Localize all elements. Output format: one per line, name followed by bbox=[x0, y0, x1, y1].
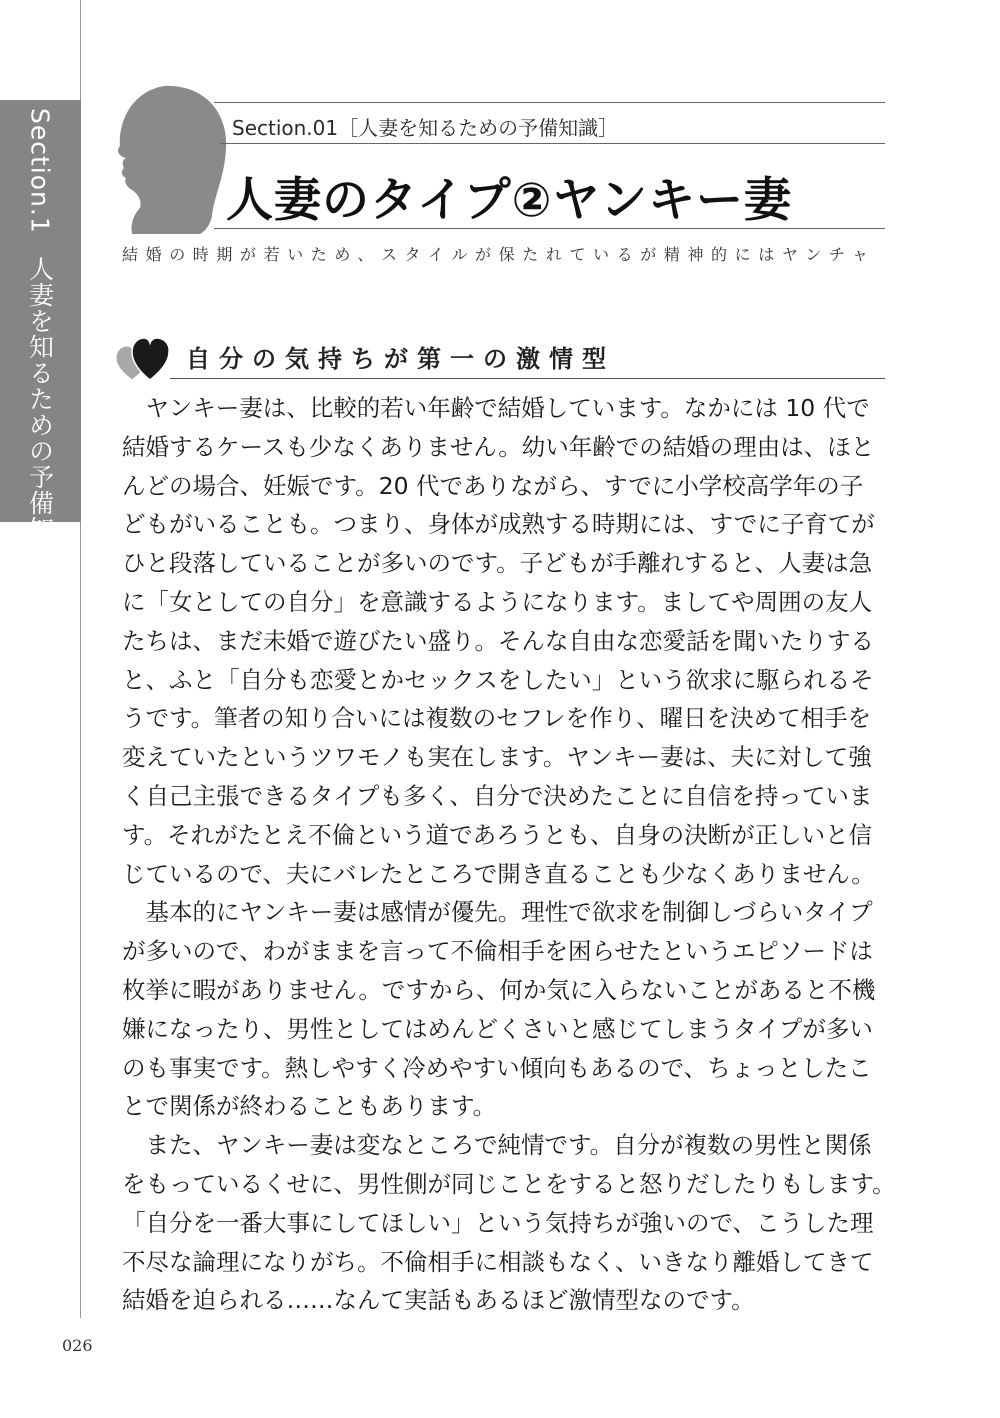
body-line: 嫌になったり、男性としてはめんどくさいと感じてしまうタイプが多い bbox=[122, 1014, 873, 1043]
body-line: 結婚を迫られる……なんて実話もあるほど激情型なのです。 bbox=[122, 1286, 755, 1315]
side-tab-title: 人妻を知るための予備知識 bbox=[25, 255, 55, 568]
header-mid-rule bbox=[220, 143, 885, 144]
body-line: す。それがたとえ不倫という道であろうとも、自身の決断が正しいと信 bbox=[122, 820, 873, 849]
page-title: 人妻のタイプ②ヤンキー妻 bbox=[226, 173, 792, 228]
body-line: に「女としての自分」を意識するようになります。ましてや周囲の友人 bbox=[122, 587, 873, 616]
body-line: 結婚するケースも少なくありません。幼い年齢での結婚の理由は、ほと bbox=[122, 432, 875, 461]
section-heading: 自分の気持ちが第一の激情型 bbox=[186, 345, 615, 373]
body-line: ヤンキー妻は、比較的若い年齢で結婚しています。なかには 10 代で bbox=[122, 394, 870, 422]
body-line: が多いので、わがままを言って不倫相手を困らせたというエピソードは bbox=[122, 937, 873, 966]
body-line: と、ふと「自分も恋愛とかセックスをしたい」という欲求に駆られるそ bbox=[122, 665, 874, 694]
body-text bbox=[122, 389, 896, 1320]
page-number: 026 bbox=[62, 1336, 93, 1355]
body-line: 不尽な論理になりがち。不倫相手に相談もなく、いきなり離婚してきて bbox=[122, 1247, 874, 1276]
body-line: うです。筆者の知り合いには複数のセフレを作り、曜日を決めて相手を bbox=[122, 704, 872, 733]
woman-silhouette-icon bbox=[104, 84, 230, 234]
body-line: をもっているくせに、男性側が同じことをすると怒りだしたりもします。 bbox=[122, 1169, 896, 1198]
hearts-icon bbox=[114, 334, 174, 384]
body-line: んどの場合、妊娠です。20 代でありながら、すでに小学校高学年の子 bbox=[122, 471, 864, 500]
page-subtitle: 結婚の時期が若いため、スタイルが保たれているが精神的にはヤンチャ bbox=[122, 245, 876, 264]
body-line: じているので、夫にバレたところで開き直ることも少なくありません。 bbox=[122, 859, 875, 888]
side-tab-section: Section.1 bbox=[25, 108, 55, 234]
body-line: 「自分を一番大事にしてほしい」という気持ちが強いので、こうした理 bbox=[122, 1208, 874, 1237]
body-line: のも事実です。熱しやすく冷めやすい傾向もあるので、ちょっとしたこ bbox=[122, 1053, 872, 1082]
body-line: 枚挙に暇がありません。ですから、何か気に入らないことがあると不機 bbox=[122, 975, 876, 1004]
header-bottom-rule bbox=[214, 228, 885, 229]
body-line: どもがいることも。つまり、身体が成熟する時期には、すでに子育てが bbox=[122, 510, 875, 539]
body-line: く自己主張できるタイプも多く、自分で決めたことに自信を持っていま bbox=[122, 781, 873, 810]
section-side-tab-text bbox=[25, 108, 55, 568]
section-label: Section.01［人妻を知るための予備知識］ bbox=[232, 116, 619, 140]
body-line: 変えていたというツワモノも実在します。ヤンキー妻は、夫に対して強 bbox=[122, 743, 872, 772]
body-line: たちは、まだ未婚で遊びたい盛り。そんな自由な恋愛話を聞いたりする bbox=[122, 626, 874, 655]
body-line: また、ヤンキー妻は変なところで純情です。自分が複数の男性と関係 bbox=[122, 1131, 872, 1160]
header-top-rule bbox=[214, 102, 885, 103]
body-line: ひと段落していることが多いのです。子どもが手離れすると、人妻は急 bbox=[122, 549, 873, 578]
body-line: 基本的にヤンキー妻は感情が優先。理性で欲求を制御しづらいタイプ bbox=[122, 898, 873, 927]
heading-rule bbox=[170, 378, 885, 379]
body-line: とで関係が終わることもあります。 bbox=[122, 1092, 497, 1121]
